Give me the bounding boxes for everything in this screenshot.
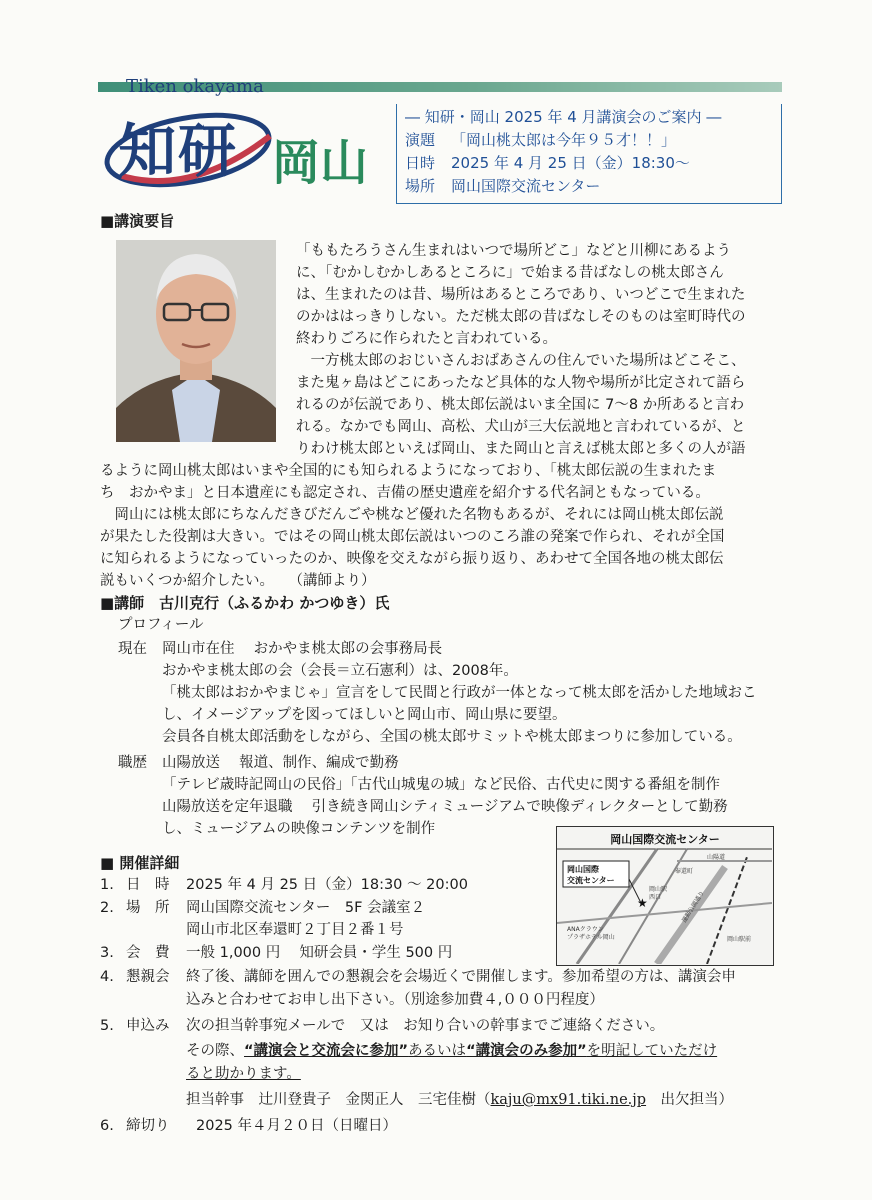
lecturer-photo [116, 240, 276, 442]
current-line: 会員各自桃太郎活動をしながら、全国の桃太郎サミットや桃太郎まつりに参加している。 [162, 729, 742, 745]
summary-heading: ■講演要旨 [100, 212, 175, 230]
summary-line: のかははっきりしない。ただ桃太郎の昔ばなしそのものは室町時代の [296, 309, 746, 325]
detail-label: 申込み [126, 1018, 170, 1034]
detail-party-line: 込みと合わせてお申し出下さい。（別途参加費４,０００円程度） [186, 992, 604, 1008]
career-line: 「テレビ歳時記岡山の民俗」「古代山城鬼の城」など民俗、古代史に関する番組を制作 [162, 777, 720, 793]
info-topic: 演題 「岡山桃太郎は今年９５才！！」 [405, 131, 677, 149]
summary-line: れる。なかでも岡山、高松、犬山が三大伝説地と言われているが、と [296, 419, 746, 435]
detail-label: 懇親会 [126, 969, 170, 985]
apply-note-line2: ると助かります。 [186, 1066, 301, 1082]
details-heading: ■ 開催詳細 [100, 854, 180, 872]
logo-title-okayama: 岡山 [272, 135, 369, 191]
detail-value: 次の担当幹事宛メールで 又は お知り合いの幹事までご連絡ください。 [186, 1018, 665, 1034]
detail-num: 4. [100, 969, 114, 985]
detail-address: 岡山市北区奉還町２丁目２番１号 [186, 922, 404, 938]
summary-line: りわけ桃太郎といえば岡山、また岡山と言えば桃太郎と多くの人が語 [296, 441, 746, 457]
current-line: おかやま桃太郎の会（会長＝立石憲利）は、2008年。 [162, 663, 518, 679]
info-place: 場所 岡山国際交流センター [405, 177, 601, 195]
detail-value: 2025 年４月２０日（日曜日） [196, 1118, 398, 1134]
summary-line: 説もいくつか紹介したい。 （講師より） [100, 573, 376, 589]
summary-line: れるのが伝説であり、桃太郎伝説はいま全国に 7～8 か所あると言わ [296, 397, 745, 413]
summary-line: また鬼ヶ島はどこにあったなど具体的な人物や場所が比定されて語ら [296, 375, 746, 391]
venue-star-icon: ★ [637, 896, 648, 910]
summary-line: は、生まれたのは昔、場所はあるところであり、いつどこで生まれた [296, 287, 746, 303]
summary-line: るように岡山桃太郎はいまや全国的にも知られるようになっており、「桃太郎伝説の生まれたま [100, 463, 717, 479]
detail-num: 6. [100, 1118, 114, 1134]
map-label: 岡山駅 [649, 886, 668, 893]
apply-note: その際、“講演会と交流会に参加”あるいは“講演会のみ参加”を明記していただけ [186, 1043, 718, 1059]
summary-line: 一方桃太郎のおじいさんおばあさんの住んでいた場所はどこそこ、 [296, 353, 746, 369]
detail-num: 5. [100, 1018, 114, 1034]
detail-num: 3. [100, 945, 114, 961]
career-line: し、ミュージアムの映像コンテンツを制作 [162, 821, 436, 837]
detail-label: 会 費 [126, 945, 170, 961]
info-date: 日時 2025 年 4 月 25 日（金）18:30～ [405, 154, 690, 172]
detail-value: 岡山国際交流センター 5F 会議室２ [186, 900, 426, 916]
venue-map [556, 826, 774, 966]
map-label: 奉還町 [675, 868, 694, 875]
detail-label: 締切り [126, 1118, 170, 1134]
profile-label: プロフィール [118, 617, 204, 633]
summary-line: 「ももたろうさん生まれはいつで場所どこ」などと川柳にあるよう [296, 243, 731, 259]
detail-num: 1. [100, 877, 114, 893]
map-label: ANAクラウン [567, 926, 604, 933]
detail-value: 一般 1,000 円 知研会員・学生 500 円 [186, 945, 453, 961]
venue-map-icon [557, 827, 772, 964]
detail-label: 場 所 [126, 900, 170, 916]
map-label: プラザホテル岡山 [567, 934, 615, 941]
map-label: 岡山駅前 [727, 936, 752, 943]
detail-value: 終了後、講師を囲んでの懇親会を会場近くで開催します。参加希望の方は、講演会申 [186, 969, 736, 985]
detail-num: 2. [100, 900, 114, 916]
current-line: 「桃太郎はおかやまじゃ」宣言をして民間と行政が一体となって桃太郎を活かした地域おこ [162, 685, 757, 701]
map-label: 山陽道 [707, 854, 726, 861]
map-title: 岡山国際交流センター [610, 833, 720, 846]
lecturer-portrait-icon [116, 240, 276, 442]
detail-label: 日 時 [126, 877, 170, 893]
lecturer-heading: ■講師 古川克行（ふるかわ かつゆき）氏 [100, 594, 390, 612]
summary-line: に、「むかしむかしあるところに」で始まる昔ばなしの桃太郎さん [296, 265, 724, 281]
contacts-line: 担当幹事 辻川登貴子 金関正人 三宅佳樹（kaju@mx91.tiki.ne.jp 出欠担当） [186, 1092, 734, 1108]
summary-line: ち おかやま」と日本遺産にも認定され、吉備の歴史遺産を紹介する代名詞ともなっている。 [100, 485, 710, 501]
map-marker-label: 岡山国際 [567, 865, 599, 874]
logo-title-chiken: 知研 [118, 117, 239, 185]
career-label: 職歴 [118, 755, 147, 771]
current-label: 現在 [118, 641, 147, 657]
summary-line: に知られるようになっていったのか、映像を交えながら振り返り、あわせて全国各地の桃太郎伝 [100, 551, 724, 567]
detail-value: 2025 年 4 月 25 日（金）18:30 ～ 20:00 [186, 877, 468, 893]
event-info-box [396, 104, 782, 204]
map-label: 運動公園通り [680, 889, 706, 925]
info-title: ― 知研・岡山 2025 年 4 月講演会のご案内 ― [405, 108, 722, 126]
summary-line: 岡山には桃太郎にちなんだきびだんごや桃など優れた名物もあるが、それには岡山桃太郎伝説 [100, 507, 724, 523]
career-line: 山陽放送 報道、制作、編成で勤務 [162, 755, 399, 771]
career-line: 山陽放送を定年退職 引き続き岡山シティミュージアムで映像ディレクターとして勤務 [162, 799, 728, 815]
logo-subtitle: Tiken okayama [126, 76, 264, 97]
summary-line: 終わりごろに作られたと言われている。 [296, 331, 557, 347]
summary-line: が果たした役割は大きい。ではその岡山桃太郎伝説はいつのころ誰の発案で作られ、それが全国 [100, 529, 725, 545]
map-marker-label: 交流センター [567, 876, 615, 885]
current-line: 岡山市在住 おかやま桃太郎の会事務局長 [162, 641, 443, 657]
contact-email-link[interactable]: kaju@mx91.tiki.ne.jp [490, 1092, 647, 1108]
current-line: し、イメージアップを図ってほしいと岡山市、岡山県に要望。 [162, 707, 567, 723]
map-label: 西口 [649, 894, 662, 901]
